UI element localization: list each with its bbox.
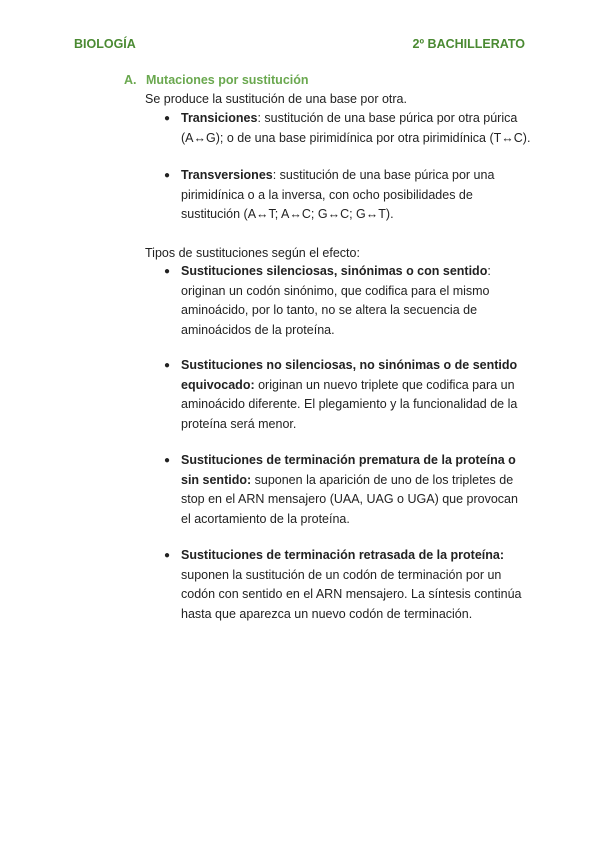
item-term: Transiciones [181,111,258,125]
list-item [164,109,531,148]
subject-label: BIOLOGÍA [74,37,136,51]
list-item [164,166,531,225]
item-text: originan un nuevo triplete que codifica para un aminoácido diferente. El plegamiento y la funcionalidad de la proteína será menor. [181,377,518,431]
list-item [164,356,531,434]
item-term: Sustituciones de terminación retrasada de la proteína: [181,548,505,562]
item-term: Sustituciones de terminación prematura de la proteína o sin sentido: [181,453,516,487]
item-term: Transversiones [181,168,273,182]
item-text: suponen la sustitución de un codón de terminación por un codón con sentido en el ARN mensajero. La síntesis continúa hasta que aparezca un nuevo codón de terminación. [181,567,522,621]
section-title: Mutaciones por sustitución [146,73,309,87]
item-text: : sustitución de una base púrica por otra púrica (A↔G); o de una base pirimidínica por otra pirimidínica (T↔C). [181,111,531,145]
bullet-icon: ● [164,113,171,124]
section-intro: Se produce la sustitución de una base por otra. [145,92,407,106]
list-item [164,451,531,529]
section-letter: A. [124,73,137,87]
section-heading [124,73,309,87]
course-label: 2º BACHILLERATO [412,37,525,51]
bullet-icon: ● [164,455,171,466]
item-text: : originan un codón sinónimo, que codifica para el mismo aminoácido, por lo tanto, no se altera la secuencia de aminoácidos de la proteína. [181,264,491,337]
bullet-icon: ● [164,266,171,277]
bullet-icon: ● [164,170,171,181]
list-item [164,546,531,624]
item-text: suponen la aparición de uno de los tripletes de stop en el ARN mensajero (UAA, UAG o UGA) que provocan el acortamiento de la proteína. [181,472,518,526]
item-term: Sustituciones no silenciosas, no sinónimas o de sentido equivocado: [181,358,518,392]
item-text: : sustitución de una base púrica por una pirimidínica o a la inversa, con ocho posibilidades de sustitución (A↔T; A↔C; G↔C; G↔T). [181,168,495,221]
list-item [164,262,531,340]
bullet-icon: ● [164,360,171,371]
item-term: Sustituciones silenciosas, sinónimas o con sentido [181,264,488,278]
effects-intro: Tipos de sustituciones según el efecto: [145,246,360,260]
page-header [74,37,525,51]
bullet-icon: ● [164,550,171,561]
